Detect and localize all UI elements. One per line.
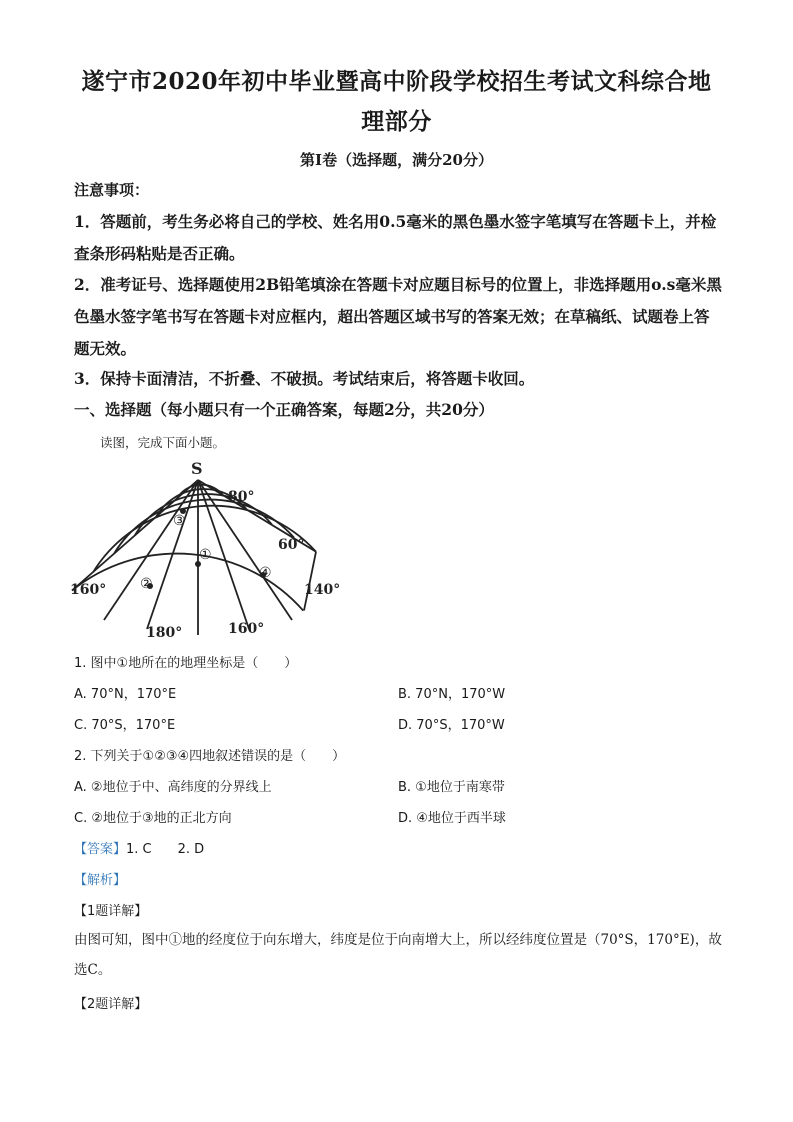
notice-heading: 注意事项： [74,181,150,199]
notice-item-1: 1．答题前，考生务必将自己的学校、姓名用0.5毫米的黑色墨水签字笔填写在答题卡上，并检查条形码粘贴是否正确。 [74,212,717,263]
lon-140-label: 140° [304,582,341,598]
q2-option-a[interactable]: A. ②地位于中、高纬度的分界线上 [74,780,272,795]
q1-option-d[interactable]: D. 70°S，170°W [398,718,505,733]
question-1-stem: 1. 图中①地所在的地理坐标是（ ） [74,656,298,671]
q1-option-c[interactable]: C. 70°S，170°E [74,718,176,733]
q2-option-c[interactable]: C. ②地位于③地的正北方向 [74,811,232,826]
section-subtitle: 第I卷（选择题，满分20分） [300,151,493,169]
notice-item-3: 3．保持卡面清洁，不折叠、不破损。考试结束后，将答题卡收回。 [74,369,535,388]
pole-label: S [191,459,203,478]
q1-detail-heading: 【1题详解】 [74,904,148,919]
question-2-stem: 2. 下列关于①②③④四地叙述错误的是（ ） [74,749,346,764]
point-1-label: ① [199,547,212,563]
lat-60-label: 60° [278,537,305,553]
answer-value: 1. C 2. D [126,842,205,857]
lon-160-bottom-label: 160° [228,621,265,637]
answer-line [74,838,204,857]
point-3-label: ③ [173,513,186,529]
q1-option-a[interactable]: A. 70°N，170°E [74,687,177,702]
lat-80-label: 80° [228,489,255,505]
q1-detail-text: 由图可知，图中①地的经度位于向东增大，纬度是位于向南增大上，所以经纬度位置是（70°S，170°E)，故选C。 [74,932,722,978]
analysis-tag: 【解析】 [74,873,127,888]
page-title-line1: 遂宁市2020年初中毕业暨高中阶段学校招生考试文科综合地 [81,68,712,95]
lon-160-left-label: 160° [70,582,107,598]
polar-map-figure [68,455,350,645]
point-4-label: ④ [259,565,272,581]
reading-instruction: 读图，完成下面小题。 [100,435,226,450]
answer-tag: 【答案】 [74,842,127,857]
page-title-line2: 理部分 [361,108,432,135]
q2-option-d[interactable]: D. ④地位于西半球 [398,811,506,826]
q2-option-b[interactable]: B. ①地位于南寒带 [398,780,505,795]
latitude-arc-6 [72,554,303,611]
lon-180-label: 180° [146,625,183,641]
q1-option-b[interactable]: B. 70°N，170°W [398,687,506,702]
point-2-label: ② [140,576,153,592]
section-heading: 一、选择题（每小题只有一个正确答案，每题2分，共20分） [74,400,494,419]
notice-item-2: 2．准考证号、选择题使用2B铅笔填涂在答题卡对应题目标号的位置上，非选择题用o.s毫米黑色墨水签字笔书写在答题卡对应框内，超出答题区域书写的答案无效；在草稿纸、试题卷上答题无效。 [74,275,722,358]
q2-detail-heading: 【2题详解】 [74,997,148,1012]
